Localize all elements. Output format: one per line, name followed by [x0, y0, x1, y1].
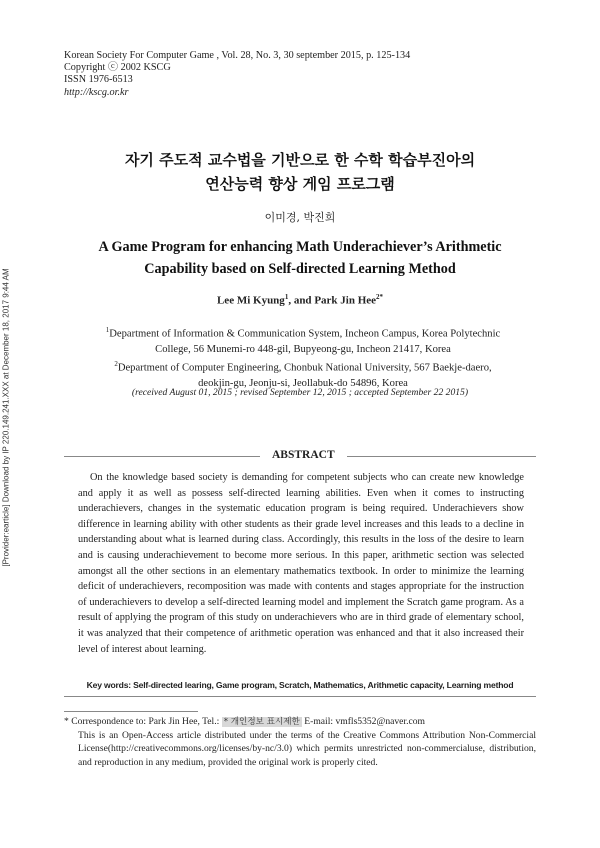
korean-title-line-1: 자기 주도적 교수법을 기반으로 한 수학 학습부진아의	[124, 151, 476, 169]
author-2: Park Jin Hee	[314, 294, 377, 307]
affiliation-1-mark: 1	[105, 326, 110, 334]
english-title-line-2: Capability based on Self-directed Learning Method	[144, 261, 456, 277]
received-dates: (received August 01, 2015 ; revised September 12, 2015 ; accepted September 22 2015)	[131, 387, 469, 398]
journal-header	[64, 50, 410, 99]
abstract-paragraph: On the knowledge based society is demanding for competent subjects who can create new knowledge and apply it as well as possess self-directed learning abilities. Even when it comes to instructing underachievers, changes in the systematic education program is being required. Underachievers show difference in learning ability with other students as their grade level increases and this leads to a decline in understanding about what is learned during class. Accordingly, this results in the loss of the desire to learn and is causing underachievement to become more serious. In this paper, arithmetic section was selected amongst all the other sections in an elementary mathematics textbook. In order to minimize the learning deficit of underachievers, recomposition was made with contents and stages appropriate for the instruction of underachievers to develop a self-directed learning model and implement the Scratch game program. As a result of applying the program of this study on underachievers who are in third grade of elementary school, it was analyzed that their competence of arithmetic operation was enhanced and that it also increased their level of interest about learning.	[78, 472, 524, 655]
author-1: Lee Mi Kyung	[216, 294, 285, 307]
affiliation-2-line-2: deokjin-gu, Jeonju-si, Jeollabuk-do 54896, Korea	[198, 378, 408, 390]
affiliations	[78, 323, 528, 392]
issn-line: ISSN 1976-6513	[64, 74, 133, 86]
affiliation-2-line-1: $^2$Department of Computer Engineering, Chonbuk National University, 567 Baekje-daero,	[114, 360, 492, 374]
korean-title	[40, 148, 560, 196]
abstract-body	[78, 470, 524, 657]
english-title	[40, 236, 560, 280]
footnote	[64, 715, 536, 769]
korean-title-line-2: 연산능력 향상 게임 프로그램	[205, 175, 395, 193]
copyright-line: Copyright ⓒ 2002 KSCG	[64, 62, 171, 74]
affiliation-1-line-2: College, 56 Munemi-ro 448-gil, Bupyeong-gu, Incheon 21417, Korea	[155, 343, 451, 355]
correspondence-email[interactable]: E-mail: vmfls5352@naver.com	[301, 716, 426, 727]
journal-citation: Korean Society For Computer Game , Vol. 28, No. 3, 30 september 2015, p. 125-134	[64, 50, 411, 61]
correspondence-line	[64, 715, 536, 729]
affiliation-1-line-1: $^1$Department of Information & Communication System, Incheon Campus, Korea Polytechnic	[105, 326, 501, 340]
license-text: This is an Open-Access article distributed under the terms of the Creative Commons Attribution Non-Commercial License(http://creativecommons.org/licenses/by-nc/3.0) which permits unrestricted non-commercialuse, distribution, and reproduction in any medium, provided the original work is properly cited.	[78, 730, 536, 768]
english-authors	[0, 293, 600, 307]
korean-authors: 이미경, 박진희	[264, 211, 336, 224]
english-title-line-1: A Game Program for enhancing Math Underachiever’s Arithmetic	[98, 239, 502, 255]
author-2-affil-mark: 2*	[376, 293, 384, 301]
footnote-rule	[64, 711, 198, 712]
masked-phone: * 개인정보 표시제한	[223, 717, 300, 727]
correspondence-label: * Correspondence to: Park Jin Hee, Tel.:	[64, 716, 220, 727]
affiliation-2-mark: 2	[114, 360, 118, 369]
abstract-heading: ABSTRACT	[260, 449, 347, 461]
keywords: Key words: Self-directed learing, Game program, Scratch, Mathematics, Arithmetic capacity, Learning method	[86, 680, 514, 690]
author-1-affil-mark: 1	[284, 293, 289, 301]
journal-url-link[interactable]: http://kscg.or.kr	[64, 86, 129, 98]
download-watermark: [Provider:earticle] Download by IP 220.149.241.XXX at December 18, 2017 9:44 AM	[1, 268, 11, 567]
author-separator: , and	[288, 294, 315, 307]
keywords-rule	[64, 696, 536, 697]
